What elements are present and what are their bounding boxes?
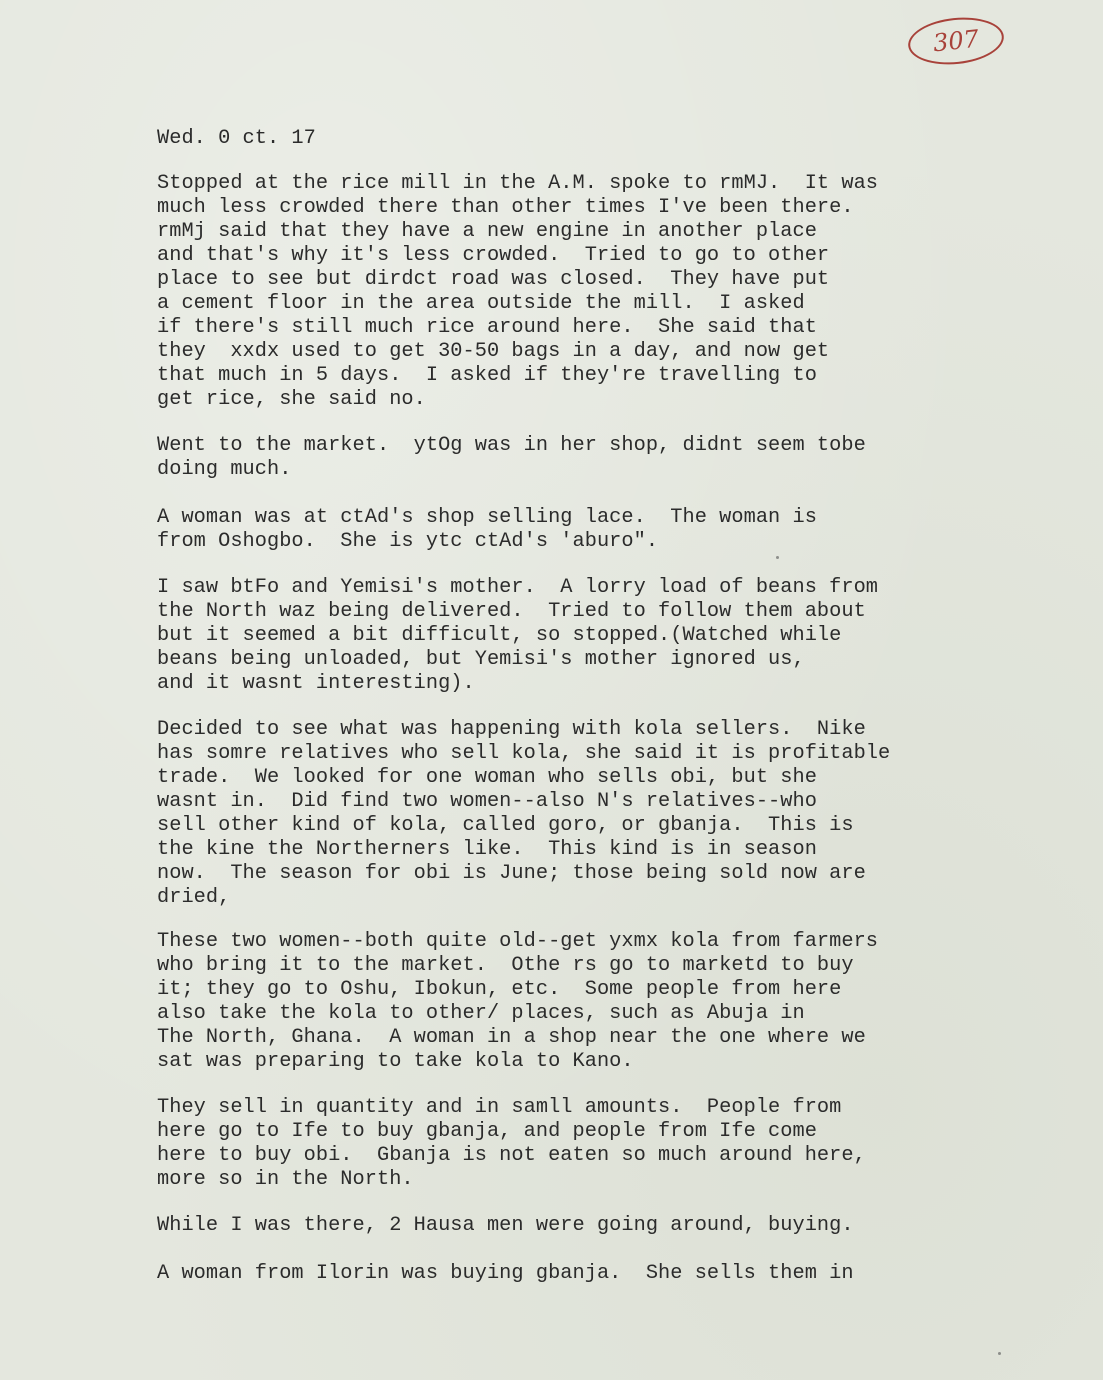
text-line: has somre relatives who sell kola, she said it is profitable	[157, 742, 891, 765]
text-line: the kine the Northerners like. This kind is in season	[157, 838, 817, 861]
text-line: I saw btFo and Yemisi's mother. A lorry load of beans from	[157, 576, 879, 599]
text-line: get rice, she said no.	[157, 388, 426, 411]
text-line: rmMj said that they have a new engine in another place	[157, 220, 817, 243]
ink-speck	[776, 556, 779, 559]
text-line: place to see but dirdct road was closed. They have put	[157, 268, 830, 291]
text-line: Decided to see what was happening with kola sellers. Nike	[157, 718, 866, 741]
text-line: a cement floor in the area outside the mill. I asked	[157, 292, 805, 315]
text-line: beans being unloaded, but Yemisi's mother ignored us,	[157, 648, 805, 671]
text-line: here to buy obi. Gbanja is not eaten so much around here,	[157, 1144, 866, 1167]
text-line: dried,	[157, 886, 231, 909]
text-line: now. The season for obi is June; those being sold now are	[157, 862, 866, 885]
text-line: it; they go to Oshu, Ibokun, etc. Some people from here	[157, 978, 842, 1001]
text-line: A woman was at ctAd's shop selling lace. The woman is	[157, 506, 817, 529]
text-line: doing much.	[157, 458, 292, 481]
text-line: These two women--both quite old--get yxmx kola from farmers	[157, 930, 879, 953]
text-line: sat was preparing to take kola to Kano.	[157, 1050, 634, 1073]
text-line: and it wasnt interesting).	[157, 672, 475, 695]
text-line: While I was there, 2 Hausa men were going around, buying.	[157, 1214, 854, 1237]
text-line: They sell in quantity and in samll amounts. People from	[157, 1096, 842, 1119]
text-line: the North waz being delivered. Tried to follow them about	[157, 600, 866, 623]
text-line: that much in 5 days. I asked if they're travelling to	[157, 364, 817, 387]
text-line: more so in the North.	[157, 1168, 414, 1191]
text-line: but it seemed a bit difficult, so stopped.(Watched while	[157, 624, 842, 647]
text-line: A woman from Ilorin was buying gbanja. She sells them in	[157, 1262, 854, 1285]
text-line: wasnt in. Did find two women--also N's relatives--who	[157, 790, 817, 813]
text-line: Went to the market. ytOg was in her shop, didnt seem tobe	[157, 434, 866, 457]
text-line: they xxdx used to get 30-50 bags in a day, and now get	[157, 340, 830, 363]
text-line: from Oshogbo. She is ytc ctAd's 'aburo".	[157, 530, 659, 553]
text-line: also take the kola to other/ places, such as Abuja in	[157, 1002, 805, 1025]
ink-speck	[998, 1352, 1001, 1355]
text-line: Stopped at the rice mill in the A.M. spoke to rmMJ. It was	[157, 172, 879, 195]
text-line: The North, Ghana. A woman in a shop near the one where we	[157, 1026, 866, 1049]
text-line: much less crowded there than other times I've been there.	[157, 196, 854, 219]
date-heading: Wed. 0 ct. 17	[157, 127, 316, 150]
text-line: sell other kind of kola, called goro, or gbanja. This is	[157, 814, 854, 837]
page-number: 307	[906, 13, 1006, 69]
text-line: trade. We looked for one woman who sells obi, but she	[157, 766, 817, 789]
text-line: who bring it to the market. Othe rs go to marketd to buy	[157, 954, 854, 977]
text-line: here go to Ife to buy gbanja, and people from Ife come	[157, 1120, 817, 1143]
text-line: and that's why it's less crowded. Tried to go to other	[157, 244, 830, 267]
text-line: if there's still much rice around here. She said that	[157, 316, 817, 339]
